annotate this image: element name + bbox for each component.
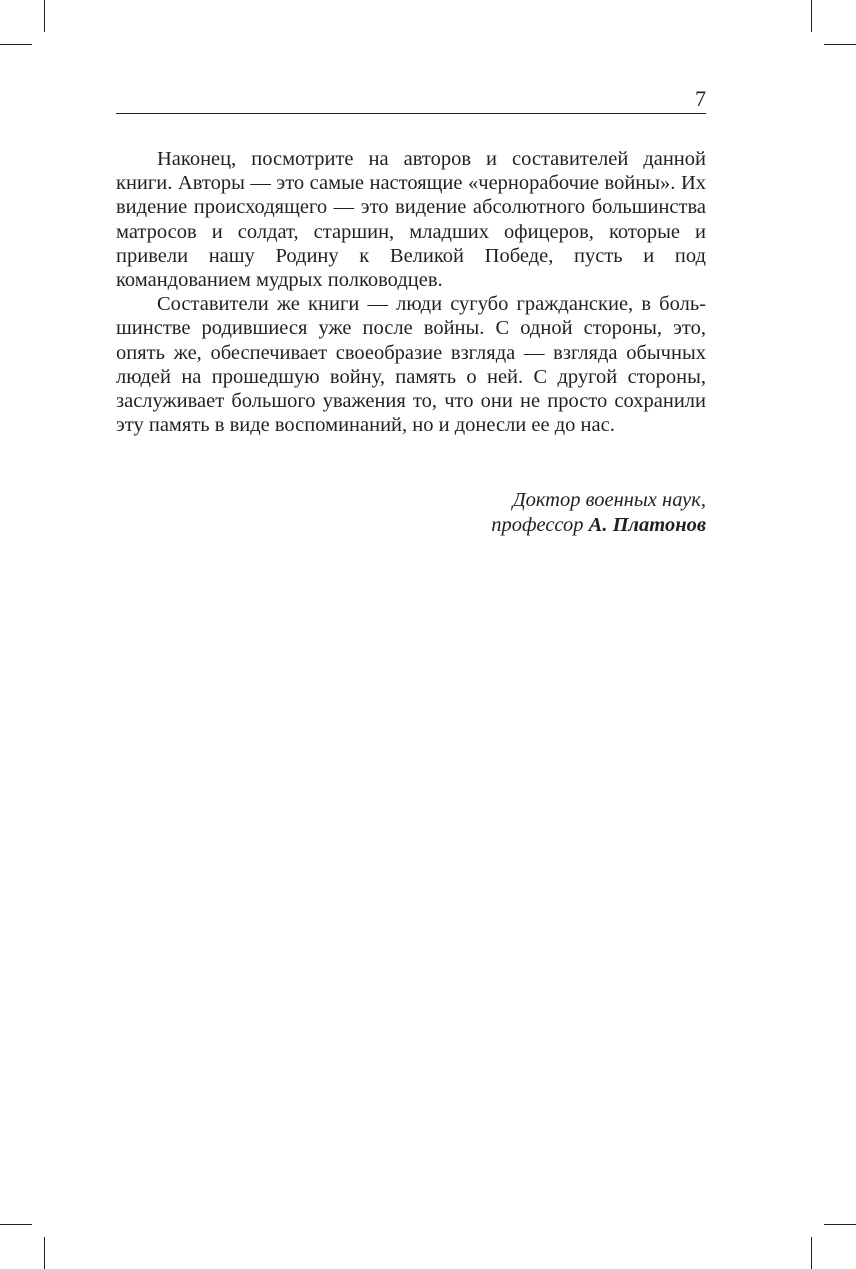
signature (380, 488, 706, 538)
crop-mark-top-left-vertical (44, 0, 45, 32)
crop-mark-bottom-right-vertical (811, 1237, 812, 1269)
crop-mark-bottom-left-vertical (44, 1237, 45, 1269)
crop-mark-bottom-left-horizontal (0, 1224, 32, 1225)
signature-name: А. Платонов (588, 514, 706, 536)
page-number: 7 (695, 86, 706, 111)
paragraph: Составители же книги — люди сугубо гражданские, в большинстве родившиеся уже после войны. С одной стороны, это, опять же, обеспечивает своеобразие взгляда — взгляда обычных людей на прошедшую войну, память о ней. С другой стороны, заслуживает большого уважения то, что они не просто сохранили эту память в виде воспоминаний, но и донесли ее до нас. (116, 293, 706, 437)
signature-position: профессор (491, 514, 584, 536)
crop-mark-top-right-vertical (811, 0, 812, 32)
header-rule (116, 113, 706, 114)
paragraph: Наконец, посмотрите на авторов и составителей данной книги. Авторы — это самые настоящие «чернорабочие войны». Их видение происходящего — это видение абсолютного большинства матросов и солдат, старшин, младших офицеров, которые и привели нашу Родину к Великой Победе, пусть и под командованием мудрых полководцев. (116, 148, 706, 292)
signature-title: Доктор военных наук, (512, 489, 706, 511)
crop-mark-top-left-horizontal (0, 44, 32, 45)
crop-mark-bottom-right-horizontal (824, 1224, 856, 1225)
signature-line (380, 513, 706, 538)
body-text (116, 147, 706, 437)
crop-mark-top-right-horizontal (824, 44, 856, 45)
